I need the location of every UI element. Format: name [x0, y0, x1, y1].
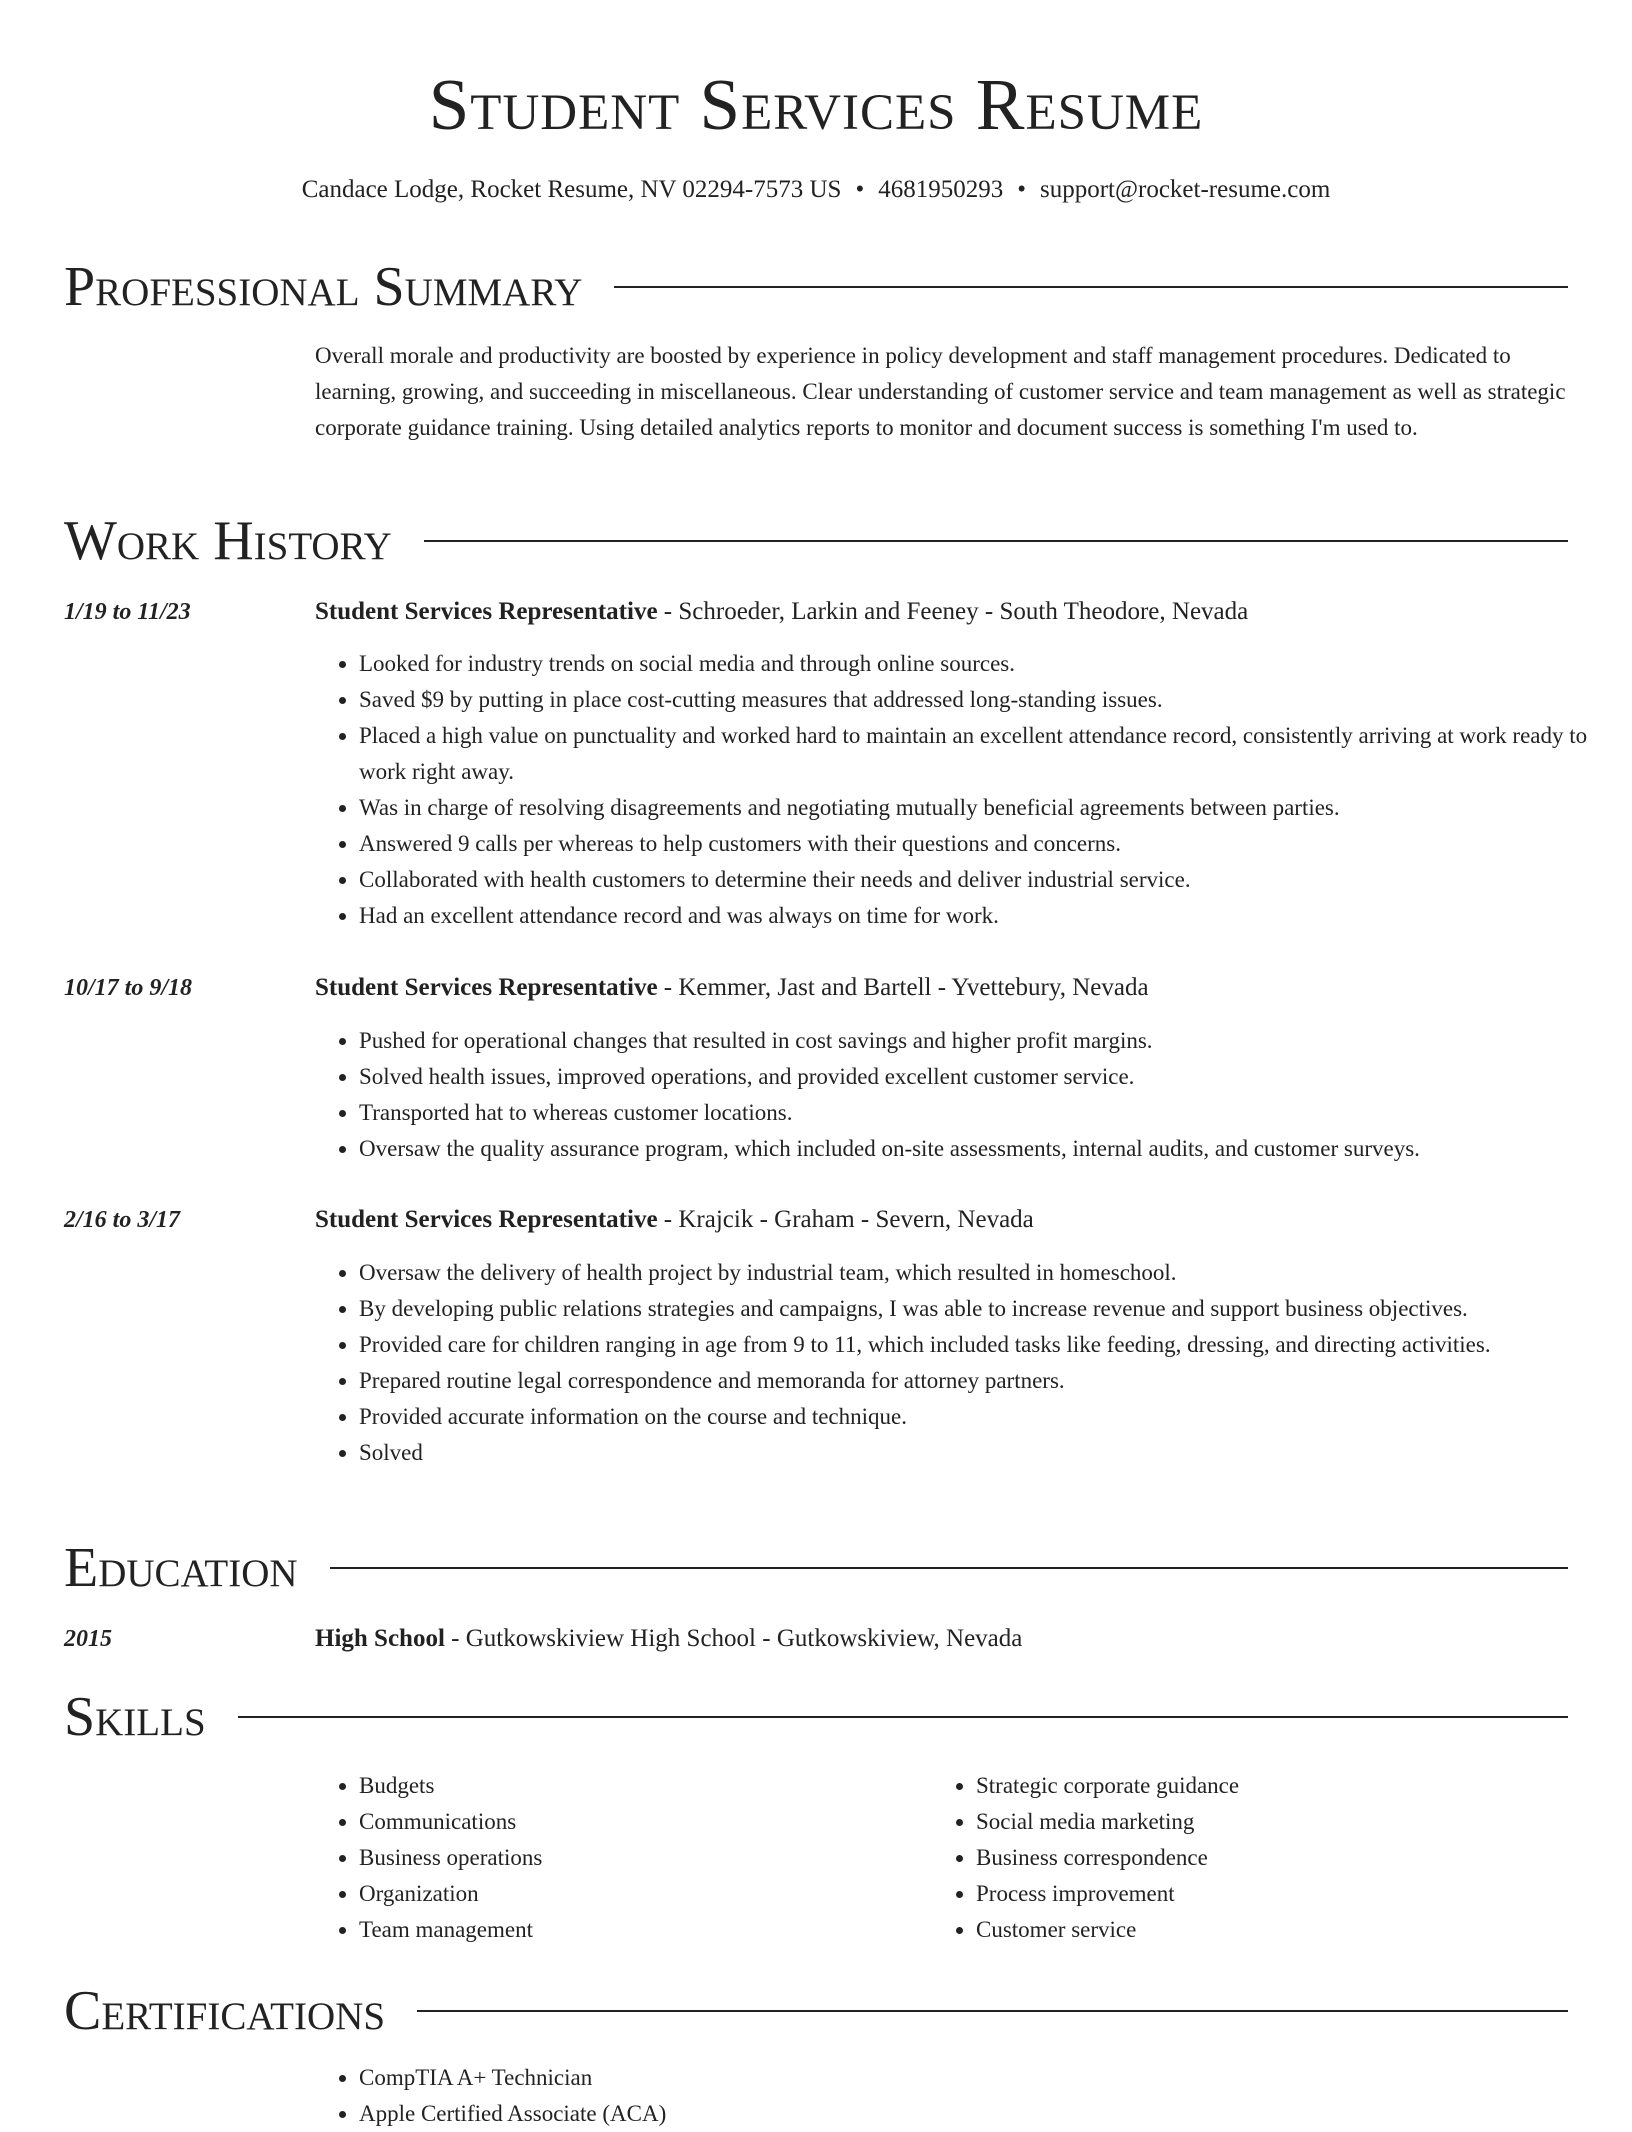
certifications-list — [315, 2060, 1359, 2132]
list-item: • Solved — [359, 1435, 1629, 1471]
job-title: Student Services Representative — [315, 1206, 658, 1233]
skill-item: • Customer service — [976, 1912, 1536, 1948]
education-degree: High School — [315, 1625, 445, 1652]
list-item: • By developing public relations strategies and campaigns, I was able to increase revenue and support business objectives. — [359, 1291, 1629, 1327]
resume-title: Student Services Resume — [428, 64, 1204, 145]
skill-item: • Business operations — [359, 1840, 919, 1876]
summary-text: Overall morale and productivity are boosted by experience in policy development and staff management procedures. Dedicated to learning, growing, and succeeding in miscellaneous. Clear understanding of customer service and team management as well as strategic corporate guidance training. Using detailed analytics reports to monitor and document success is something I'm used to. — [315, 343, 1566, 440]
work-section-title: Work History — [64, 510, 392, 572]
education-school: - Gutkowskiview High School - Gutkowskiview, Nevada — [444, 1625, 1023, 1652]
job-dates: 1/19 to 11/23 — [64, 599, 191, 625]
skill-item: • Social media marketing — [976, 1804, 1536, 1840]
job-heading — [315, 1202, 1575, 1238]
certifications-section-title: Certifications — [64, 1980, 386, 2042]
job-employer: - Schroeder, Larkin and Feeney - South Theodore, Nevada — [657, 598, 1249, 625]
contact-separator: • — [855, 176, 865, 203]
skill-item: • Team management — [359, 1912, 919, 1948]
job-employer: - Krajcik - Graham - Severn, Nevada — [657, 1206, 1034, 1233]
contact-separator: • — [1017, 176, 1026, 203]
job-title: Student Services Representative — [315, 974, 658, 1001]
summary-section-header — [64, 252, 1568, 322]
skills-list-right — [932, 1768, 1536, 1948]
list-item: • Solved health issues, improved operations, and provided excellent customer service. — [359, 1059, 1629, 1095]
list-item: • Collaborated with health customers to determine their needs and deliver industrial service. — [359, 862, 1629, 898]
contact-line — [0, 172, 1632, 208]
section-divider — [614, 286, 1568, 288]
list-item: • Provided care for children ranging in age from 9 to 11, which included tasks like feeding, dressing, and directing activities. — [359, 1327, 1629, 1363]
section-divider — [424, 540, 1568, 542]
certification-item: • Apple Certified Associate (ACA) — [359, 2096, 1359, 2132]
job-bullets — [315, 1255, 1629, 1471]
education-section-title: Education — [64, 1537, 298, 1599]
education-section-header — [64, 1533, 1568, 1603]
contact-phone: 4681950293 — [878, 176, 1004, 203]
skills-list-left — [315, 1768, 919, 1948]
skill-item: • Budgets — [359, 1768, 919, 1804]
job-bullets — [315, 1023, 1629, 1167]
section-divider — [330, 1567, 1568, 1569]
job-bullets — [315, 646, 1629, 934]
list-item: • Answered 9 calls per whereas to help customers with their questions and concerns. — [359, 826, 1629, 862]
skill-item: • Business correspondence — [976, 1840, 1536, 1876]
job-dates: 10/17 to 9/18 — [64, 975, 193, 1001]
skills-section-title: Skills — [64, 1686, 206, 1748]
education-year: 2015 — [64, 1626, 112, 1652]
job-dates: 2/16 to 3/17 — [64, 1207, 181, 1233]
skills-section-header — [64, 1682, 1568, 1752]
list-item: • Had an excellent attendance record and was always on time for work. — [359, 898, 1629, 934]
list-item: • Provided accurate information on the course and technique. — [359, 1399, 1629, 1435]
certification-item: • CompTIA A+ Technician — [359, 2060, 1359, 2096]
list-item: • Transported hat to whereas customer locations. — [359, 1095, 1629, 1131]
list-item: • Saved $9 by putting in place cost-cutting measures that addressed long-standing issues. — [359, 682, 1629, 718]
section-divider — [238, 1716, 1568, 1718]
contact-address: Candace Lodge, Rocket Resume, NV 02294-7573 US — [301, 176, 842, 203]
skill-item: • Strategic corporate guidance — [976, 1768, 1536, 1804]
section-divider — [417, 2010, 1568, 2012]
list-item: • Placed a high value on punctuality and worked hard to maintain an excellent attendance record, consistently arriving at work ready to work right away. — [359, 718, 1629, 790]
skill-item: • Process improvement — [976, 1876, 1536, 1912]
job-title: Student Services Representative — [315, 598, 658, 625]
list-item: • Looked for industry trends on social media and through online sources. — [359, 646, 1629, 682]
contact-email: support@rocket-resume.com — [1039, 176, 1331, 203]
skill-item: • Organization — [359, 1876, 919, 1912]
job-employer: - Kemmer, Jast and Bartell - Yvettebury, Nevada — [657, 974, 1149, 1001]
job-heading — [315, 594, 1575, 630]
job-heading — [315, 970, 1575, 1006]
education-heading — [315, 1621, 1575, 1657]
skill-item: • Communications — [359, 1804, 919, 1840]
list-item: • Oversaw the quality assurance program, which included on-site assessments, internal audits, and customer surveys. — [359, 1131, 1629, 1167]
list-item: • Pushed for operational changes that resulted in cost savings and higher profit margins. — [359, 1023, 1629, 1059]
list-item: • Prepared routine legal correspondence and memoranda for attorney partners. — [359, 1363, 1629, 1399]
certifications-section-header — [64, 1976, 1568, 2046]
work-section-header — [64, 506, 1568, 576]
list-item: • Oversaw the delivery of health project by industrial team, which resulted in homeschool. — [359, 1255, 1629, 1291]
summary-section-title: Professional Summary — [64, 256, 583, 318]
list-item: • Was in charge of resolving disagreements and negotiating mutually beneficial agreements between parties. — [359, 790, 1629, 826]
